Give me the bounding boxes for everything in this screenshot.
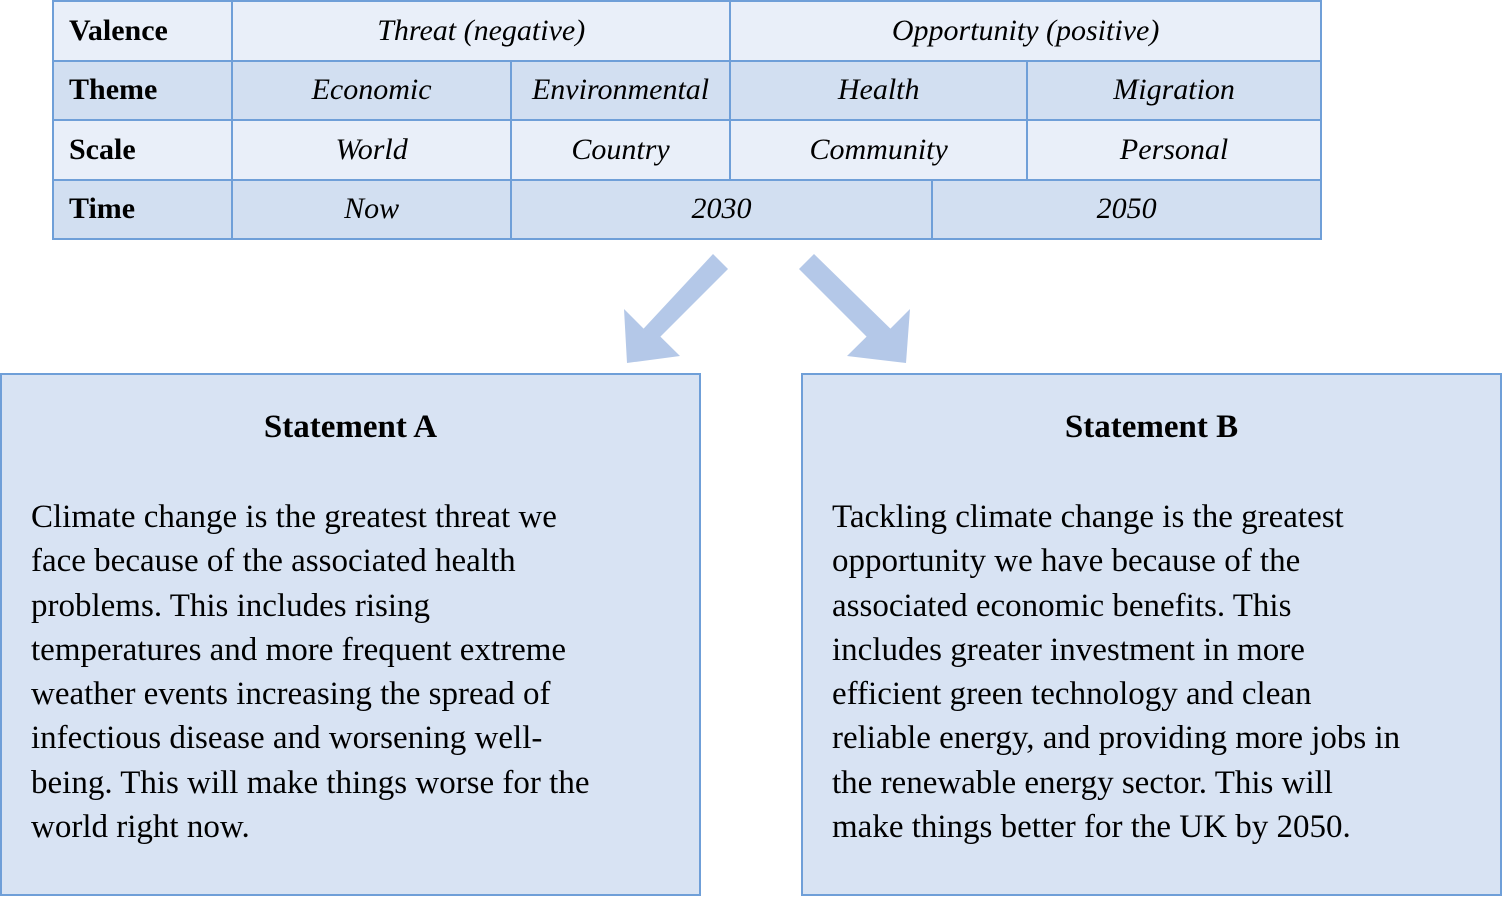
scale-label: Scale <box>53 120 232 180</box>
scale-community-cell: Community <box>730 120 1027 180</box>
statement-b-title: Statement B <box>1064 409 1239 445</box>
valence-threat-cell: Threat (negative) <box>232 1 730 61</box>
statement-a-line: Climate change is the greatest threat we <box>31 499 557 535</box>
statement-b-line: associated economic benefits. This <box>832 587 1292 624</box>
time-label: Time <box>53 180 232 240</box>
time-row <box>53 180 1321 240</box>
scale-world-cell: World <box>232 120 511 180</box>
statement-b-box <box>801 373 1502 896</box>
statement-a-text <box>31 495 681 849</box>
statement-a-line: temperatures and more frequent extreme <box>31 631 567 668</box>
theme-health-cell: Health <box>730 61 1027 121</box>
statement-a-title: Statement A <box>263 409 438 445</box>
theme-environmental-cell: Environmental <box>511 61 730 121</box>
statement-a-line: infectious disease and worsening well- <box>31 720 543 757</box>
valence-opportunity-cell: Opportunity (positive) <box>730 1 1321 61</box>
theme-row <box>53 61 1321 121</box>
statement-b-line: make things better for the UK by 2050. <box>832 809 1351 846</box>
statement-b-line: the renewable energy sector. This will <box>832 764 1333 801</box>
statement-a-line: world right now. <box>31 809 250 846</box>
theme-economic-cell: Economic <box>232 61 511 121</box>
statement-a-line: weather events increasing the spread of <box>31 676 551 713</box>
statement-b-line: efficient green technology and clean <box>832 676 1312 713</box>
statement-b-line: opportunity we have because of the <box>832 543 1301 580</box>
theme-label: Theme <box>53 61 232 121</box>
statement-a-line: being. This will make things worse for the <box>31 764 590 801</box>
statement-b-text <box>832 495 1492 849</box>
statement-a-line: face because of the associated health <box>31 543 516 580</box>
statement-a-line: problems. This includes rising <box>31 587 431 624</box>
scale-country-cell: Country <box>511 120 730 180</box>
statement-b-line: reliable energy, and providing more jobs in <box>832 720 1401 757</box>
scale-row <box>53 120 1321 180</box>
statement-a-box <box>0 373 701 896</box>
time-2050-cell: 2050 <box>932 180 1321 240</box>
statement-b-line: Tackling climate change is the greatest <box>832 499 1344 535</box>
arrow-left <box>624 254 728 363</box>
valence-label: Valence <box>53 1 232 61</box>
arrow-right <box>799 254 910 363</box>
time-2030-cell: 2030 <box>511 180 932 240</box>
statement-b-line: includes greater investment in more <box>832 631 1305 668</box>
time-now-cell: Now <box>232 180 511 240</box>
theme-migration-cell: Migration <box>1027 61 1321 121</box>
scale-personal-cell: Personal <box>1027 120 1321 180</box>
factor-table <box>52 0 1322 240</box>
valence-row <box>53 1 1321 61</box>
